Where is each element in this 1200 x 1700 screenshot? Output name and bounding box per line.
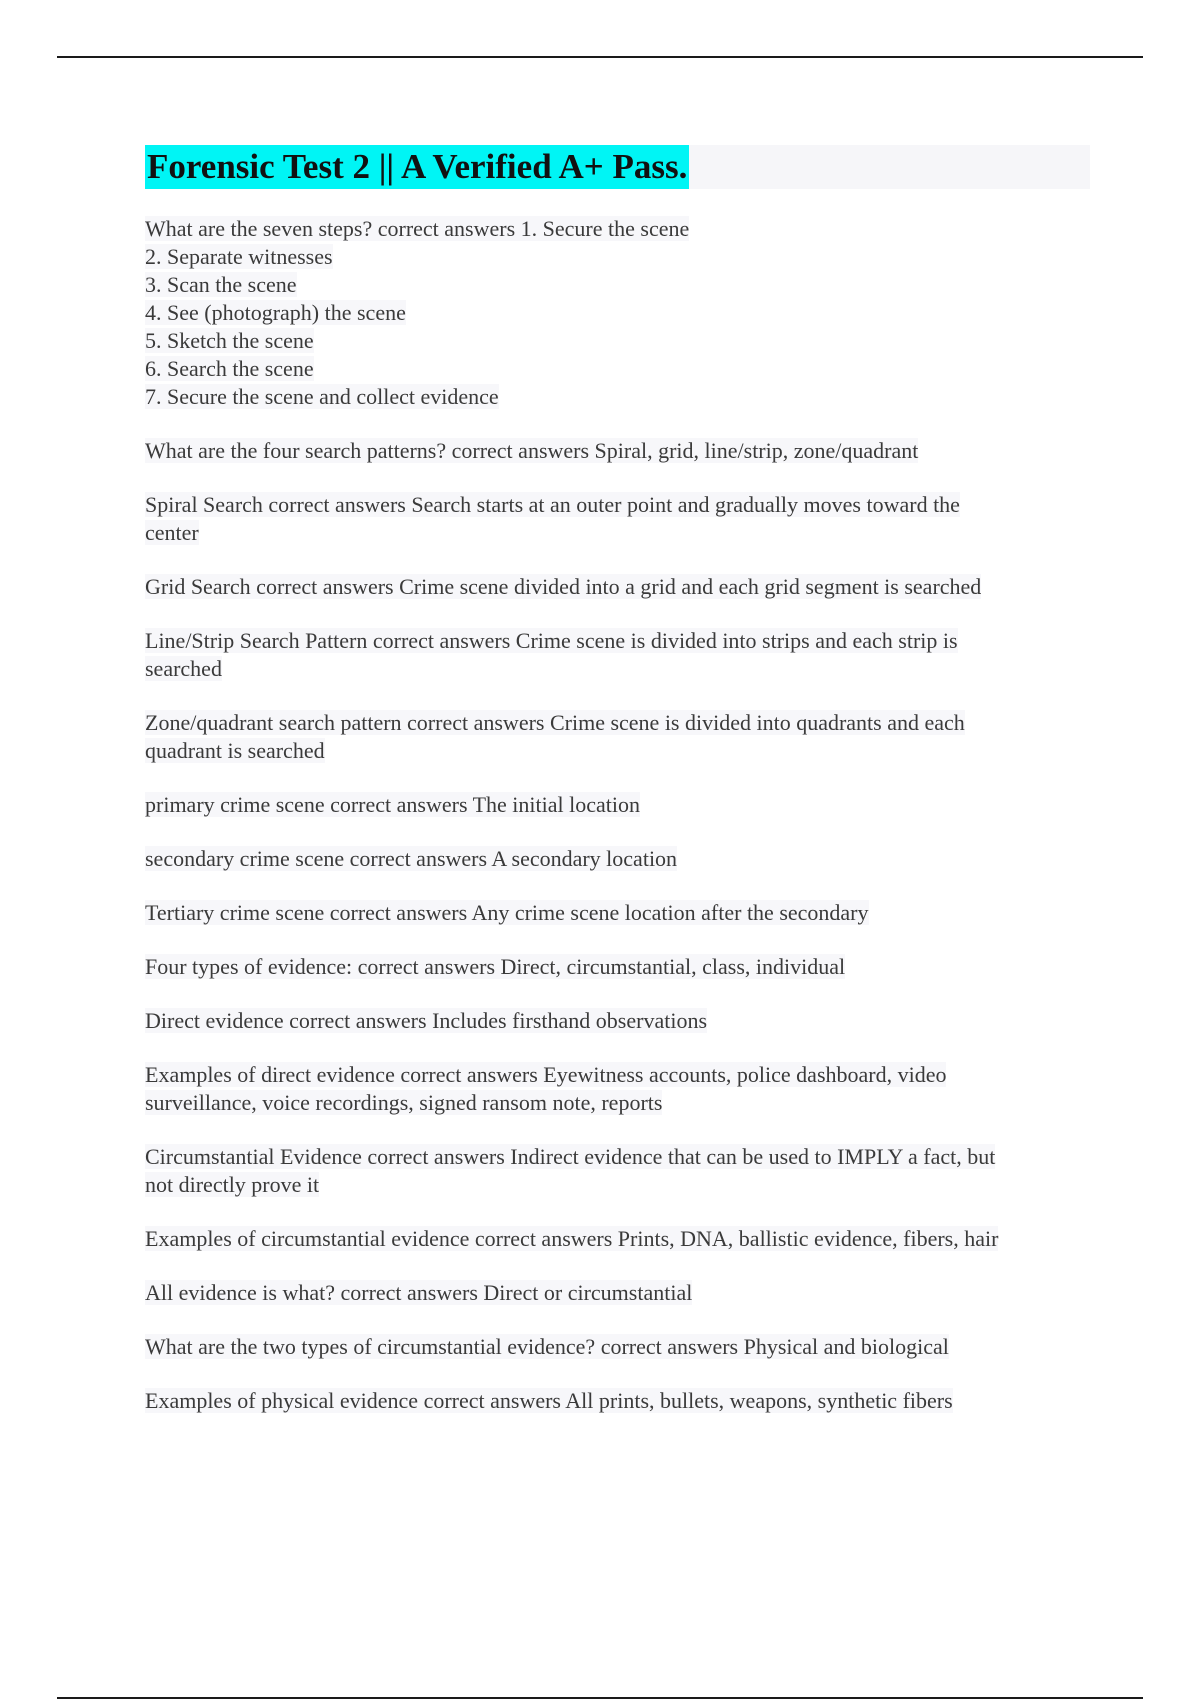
qa-entry [145, 1007, 1090, 1035]
qa-line: 2. Separate witnesses [145, 244, 333, 269]
qa-line: searched [145, 656, 222, 681]
qa-list [145, 215, 1090, 1415]
qa-line: What are the seven steps? correct answers 1. Secure the scene [145, 216, 690, 241]
qa-line: primary crime scene correct answers The initial location [145, 792, 640, 817]
qa-line: Examples of circumstantial evidence correct answers Prints, DNA, ballistic evidence, fibers, hair [145, 1226, 999, 1251]
qa-line: surveillance, voice recordings, signed ransom note, reports [145, 1090, 663, 1115]
qa-entry [145, 573, 1090, 601]
qa-entry [145, 1061, 1090, 1117]
qa-line: 7. Secure the scene and collect evidence [145, 384, 499, 409]
qa-line: Spiral Search correct answers Search starts at an outer point and gradually moves toward the [145, 492, 960, 517]
qa-entry [145, 1225, 1090, 1253]
qa-line: Direct evidence correct answers Includes firsthand observations [145, 1008, 707, 1033]
qa-entry [145, 1387, 1090, 1415]
document-body [145, 145, 1090, 1441]
qa-line: 5. Sketch the scene [145, 328, 314, 353]
qa-entry [145, 1143, 1090, 1199]
qa-entry [145, 709, 1090, 765]
qa-line: Tertiary crime scene correct answers Any crime scene location after the secondary [145, 900, 869, 925]
qa-line: Line/Strip Search Pattern correct answers Crime scene is divided into strips and each strip is [145, 628, 958, 653]
qa-entry [145, 791, 1090, 819]
qa-line: All evidence is what? correct answers Direct or circumstantial [145, 1280, 693, 1305]
qa-line: 6. Search the scene [145, 356, 314, 381]
qa-line: 3. Scan the scene [145, 272, 297, 297]
qa-entry [145, 627, 1090, 683]
qa-entry [145, 953, 1090, 981]
qa-entry [145, 215, 1090, 411]
qa-line: What are the four search patterns? correct answers Spiral, grid, line/strip, zone/quadrant [145, 438, 919, 463]
qa-line: Circumstantial Evidence correct answers Indirect evidence that can be used to IMPLY a fact, but [145, 1144, 996, 1169]
header-rule [57, 56, 1143, 58]
qa-line: secondary crime scene correct answers A secondary location [145, 846, 678, 871]
qa-entry [145, 1279, 1090, 1307]
title-band [145, 145, 1090, 189]
qa-line: Grid Search correct answers Crime scene divided into a grid and each grid segment is searched [145, 574, 982, 599]
qa-line: not directly prove it [145, 1172, 320, 1197]
qa-line: quadrant is searched [145, 738, 325, 763]
qa-line: Examples of physical evidence correct answers All prints, bullets, weapons, synthetic fibers [145, 1388, 953, 1413]
document-title: Forensic Test 2 || A Verified A+ Pass. [145, 145, 689, 189]
qa-line: Four types of evidence: correct answers Direct, circumstantial, class, individual [145, 954, 846, 979]
qa-entry [145, 437, 1090, 465]
qa-line: What are the two types of circumstantial evidence? correct answers Physical and biological [145, 1334, 949, 1359]
qa-line: Zone/quadrant search pattern correct answers Crime scene is divided into quadrants and each [145, 710, 965, 735]
qa-line: center [145, 520, 199, 545]
qa-line: Examples of direct evidence correct answers Eyewitness accounts, police dashboard, video [145, 1062, 947, 1087]
qa-entry [145, 1333, 1090, 1361]
footer-rule [57, 1697, 1143, 1699]
qa-entry [145, 845, 1090, 873]
qa-entry [145, 491, 1090, 547]
qa-entry [145, 899, 1090, 927]
qa-line: 4. See (photograph) the scene [145, 300, 406, 325]
